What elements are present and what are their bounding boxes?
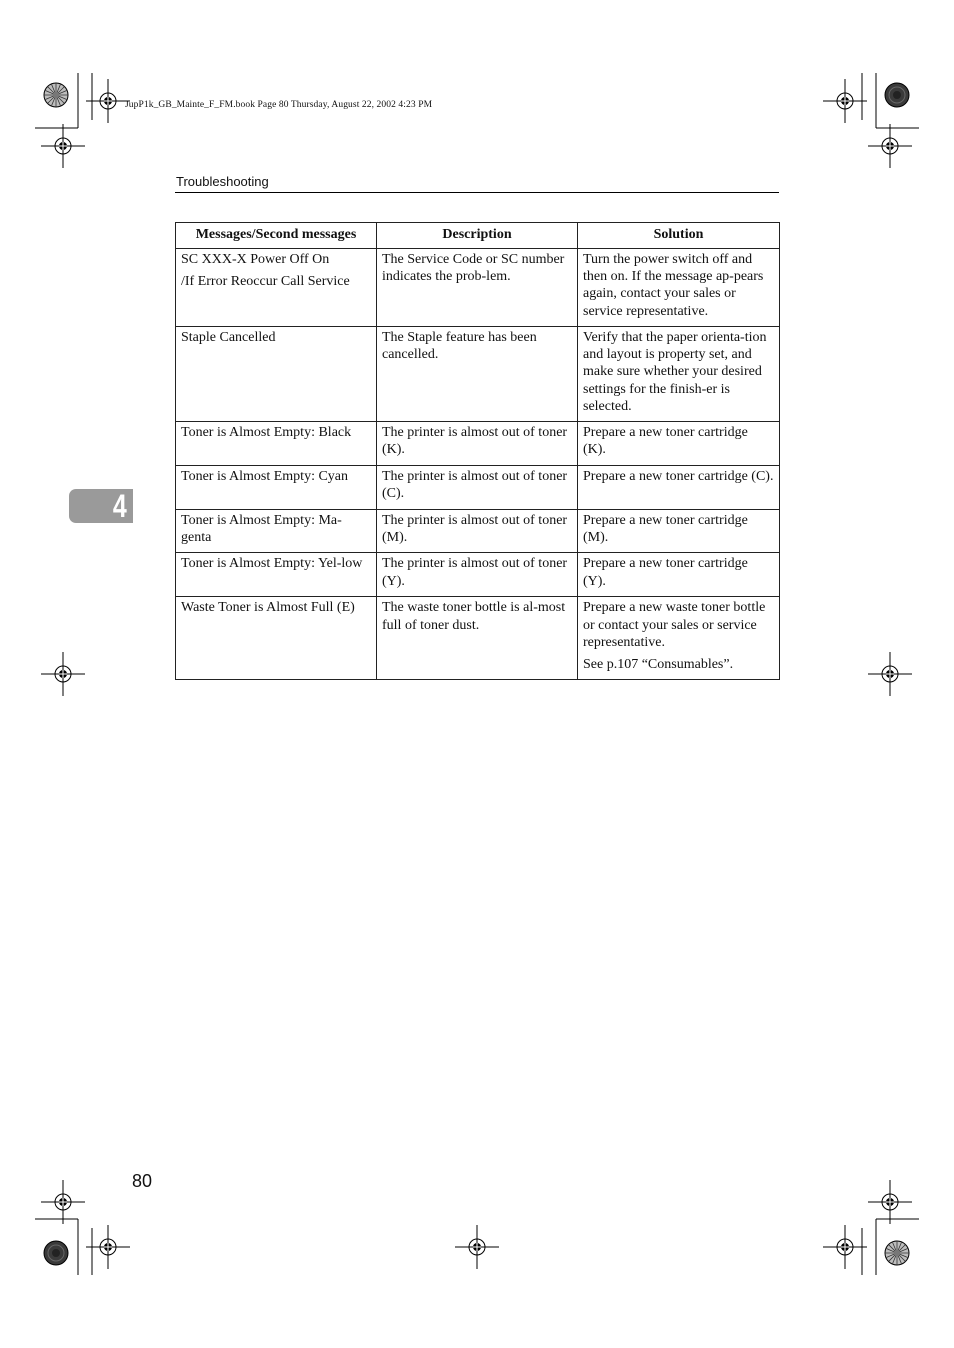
description-cell: The printer is almost out of toner (K).: [377, 422, 578, 466]
solution-text: Verify that the paper orienta-tion and layout is property set, and make sure whether your desired settings for the finish-er is selected.: [583, 330, 767, 414]
message-text: Toner is Almost Empty: Ma-genta: [181, 513, 342, 546]
color-target-marks: [44, 83, 909, 1265]
second-message-text: /If Error Reoccur Call Service: [181, 274, 350, 290]
message-text: SC XXX-X Power Off On: [181, 252, 330, 267]
solution-text: Prepare a new toner cartridge (C).: [583, 469, 774, 485]
description-cell: The printer is almost out of toner (C).: [377, 466, 578, 510]
see-also-reference: See p.107 “Consumables”.: [583, 657, 734, 673]
column-header-solution: Solution: [578, 223, 780, 249]
description-cell: The Staple feature has been cancelled.: [377, 327, 578, 422]
registration-marks: [41, 79, 912, 1269]
solution-text: Prepare a new toner cartridge (M).: [583, 513, 748, 546]
page-number: 80: [132, 1171, 153, 1191]
description-cell: The waste toner bottle is al-most full of toner dust.: [377, 597, 578, 680]
solution-text: Prepare a new waste toner bottle or contact your sales or service representative.: [583, 600, 766, 650]
description-cell: The Service Code or SC number indicates the prob-lem.: [377, 249, 578, 327]
solution-text: Prepare a new toner cartridge (K).: [583, 425, 748, 458]
solution-text: Prepare a new toner cartridge (Y).: [583, 556, 748, 589]
message-text: Toner is Almost Empty: Cyan: [181, 469, 349, 485]
solution-text: Turn the power switch off and then on. If the message ap-pears again, contact your sales or service representative.: [583, 252, 764, 319]
book-slug: JupP1k_GB_Mainte_F_FM.book Page 80 Thursday, August 22, 2002 4:23 PM: [125, 100, 433, 110]
description-cell: The printer is almost out of toner (Y).: [377, 553, 578, 597]
column-header-messages: Messages/Second messages: [176, 223, 377, 249]
column-header-description: Description: [377, 223, 578, 249]
description-cell: The printer is almost out of toner (M).: [377, 510, 578, 553]
chapter-number: 4: [113, 488, 127, 524]
running-head: Troubleshooting: [176, 174, 269, 189]
trim-lines: [35, 73, 919, 1275]
message-text: Toner is Almost Empty: Black: [181, 425, 352, 441]
message-text: Staple Cancelled: [181, 330, 276, 345]
message-text: Waste Toner is Almost Full (E): [181, 600, 355, 616]
message-text: Toner is Almost Empty: Yel-low: [181, 556, 363, 572]
